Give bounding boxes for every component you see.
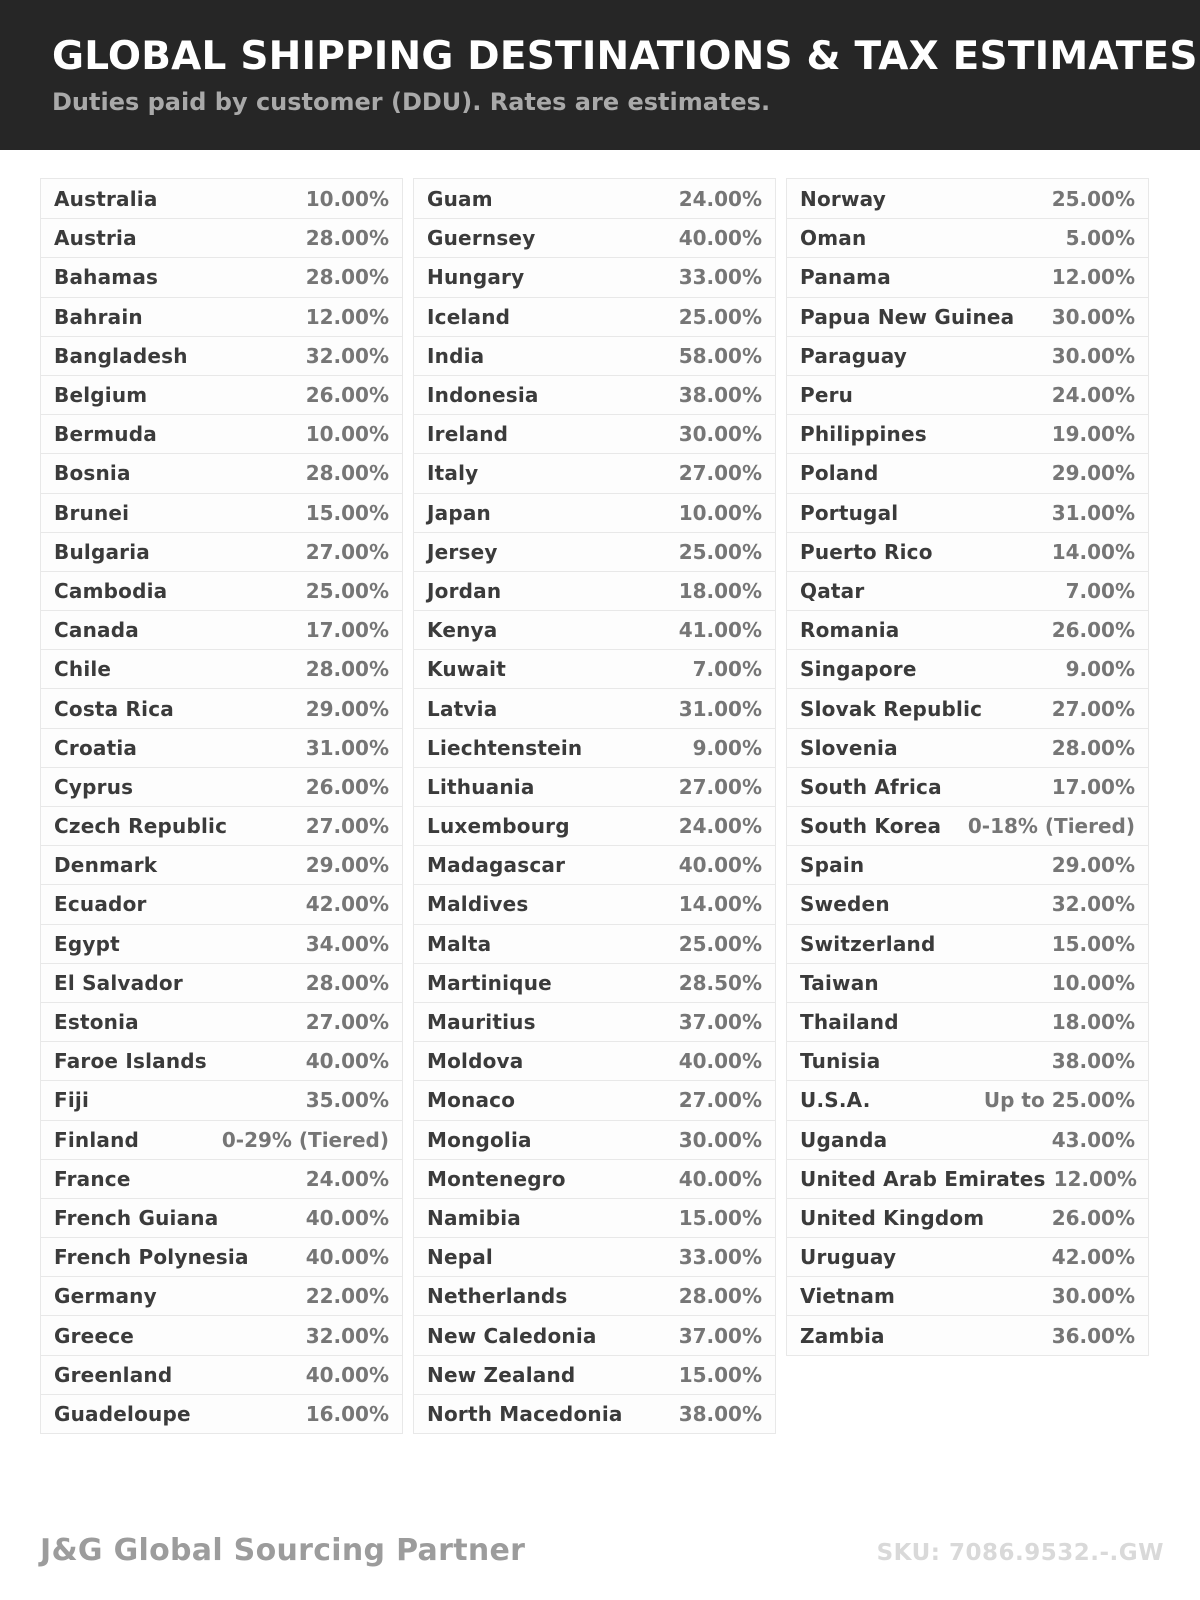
country-name: Slovenia [800,735,898,760]
table-row [787,297,1148,336]
table-row [414,257,775,296]
tax-rate-value: 42.00% [1051,1245,1135,1270]
country-name: Croatia [54,735,138,760]
rates-column-2 [413,178,776,1434]
country-name: Bangladesh [54,343,188,368]
tax-rate-value: 58.00% [678,343,762,368]
tax-rate-value: 40.00% [678,1049,762,1074]
tax-rate-value: 41.00% [678,618,762,643]
tax-rate-value: Up to 25.00% [983,1088,1135,1113]
tax-rate-value: 28.00% [305,970,389,995]
country-name: Uganda [800,1127,888,1152]
tax-rate-value: 42.00% [305,892,389,917]
table-row [414,179,775,218]
table-row [41,924,402,963]
table-row [41,649,402,688]
table-row [41,1355,402,1394]
tax-rate-value: 40.00% [305,1245,389,1270]
country-name: Canada [54,618,139,643]
country-name: Taiwan [800,970,879,995]
table-row [41,414,402,453]
table-row [787,806,1148,845]
tax-rate-value: 15.00% [305,500,389,525]
tax-rate-value: 25.00% [678,931,762,956]
tax-rate-value: 28.50% [678,970,762,995]
tax-rate-value: 40.00% [305,1362,389,1387]
country-name: Bermuda [54,422,157,447]
tax-rate-value: 12.00% [1051,265,1135,290]
country-name: Namibia [427,1205,521,1230]
country-name: Mongolia [427,1127,532,1152]
tax-rate-value: 32.00% [305,1323,389,1348]
table-row [787,728,1148,767]
tax-rate-value: 29.00% [305,696,389,721]
tax-rate-value: 10.00% [1051,970,1135,995]
country-name: Spain [800,853,865,878]
table-row [787,767,1148,806]
table-row [787,845,1148,884]
tax-rate-value: 12.00% [305,304,389,329]
country-name: Zambia [800,1323,885,1348]
country-name: Kenya [427,618,498,643]
country-name: U.S.A. [800,1088,871,1113]
table-row [787,1315,1148,1354]
tax-rate-value: 33.00% [678,1245,762,1270]
tax-rate-value: 14.00% [1051,539,1135,564]
country-name: Latvia [427,696,498,721]
table-row [414,845,775,884]
tax-rate-value: 5.00% [1065,226,1135,251]
table-row [41,257,402,296]
table-row [414,532,775,571]
tax-rate-value: 30.00% [1051,343,1135,368]
country-name: Papua New Guinea [800,304,1015,329]
country-name: Austria [54,226,137,251]
country-name: France [54,1166,131,1191]
country-name: Madagascar [427,853,566,878]
table-row [41,297,402,336]
country-name: Puerto Rico [800,539,933,564]
brand-name: J&G Global Sourcing Partner [40,1533,526,1568]
page-title: GLOBAL SHIPPING DESTINATIONS & TAX ESTIMATES [52,34,1198,79]
table-row [41,1002,402,1041]
country-name: Costa Rica [54,696,174,721]
tax-rate-value: 19.00% [1051,422,1135,447]
table-row [787,375,1148,414]
table-row [787,1276,1148,1315]
tax-rate-value: 14.00% [678,892,762,917]
table-row [414,1080,775,1119]
country-name: South Korea [800,814,942,839]
country-name: Chile [54,657,112,682]
country-name: Bosnia [54,461,131,486]
table-row [787,924,1148,963]
table-row [414,963,775,1002]
tax-rate-value: 9.00% [1065,657,1135,682]
table-row [414,767,775,806]
tax-rate-value: 29.00% [1051,461,1135,486]
rates-column-1 [40,178,403,1434]
country-name: Paraguay [800,343,908,368]
country-name: Bahamas [54,265,159,290]
tax-rate-value: 40.00% [305,1049,389,1074]
country-name: Faroe Islands [54,1049,207,1074]
table-row [787,1237,1148,1276]
country-name: Liechtenstein [427,735,583,760]
table-row [414,453,775,492]
table-row [41,571,402,610]
table-row [414,1394,775,1433]
tax-rate-value: 18.00% [1051,1010,1135,1035]
tax-rate-value: 9.00% [692,735,762,760]
country-name: Italy [427,461,479,486]
table-row [414,1355,775,1394]
table-row [414,493,775,532]
table-row [414,924,775,963]
country-name: Japan [427,500,491,525]
table-row [414,728,775,767]
country-name: Greenland [54,1362,173,1387]
tax-rate-value: 28.00% [1051,735,1135,760]
country-name: Cambodia [54,578,168,603]
tax-rate-value: 27.00% [305,814,389,839]
table-row [414,218,775,257]
tax-rate-value: 24.00% [305,1166,389,1191]
tax-rate-value: 25.00% [678,539,762,564]
country-name: Lithuania [427,774,535,799]
country-name: New Caledonia [427,1323,597,1348]
tax-rate-value: 29.00% [1051,853,1135,878]
tax-rate-value: 10.00% [678,500,762,525]
country-name: Hungary [427,265,525,290]
table-row [41,610,402,649]
table-row [787,1198,1148,1237]
table-row [41,767,402,806]
table-row [41,1041,402,1080]
country-name: Thailand [800,1010,899,1035]
table-row [787,179,1148,218]
table-row [414,336,775,375]
country-name: Cyprus [54,774,134,799]
table-row [41,963,402,1002]
table-row [414,1315,775,1354]
country-name: Philippines [800,422,927,447]
tax-rate-value: 26.00% [305,383,389,408]
country-name: Bahrain [54,304,143,329]
tax-rate-value: 27.00% [305,1010,389,1035]
tax-rate-value: 0-29% (Tiered) [221,1127,389,1152]
table-row [41,493,402,532]
country-name: Panama [800,265,891,290]
country-name: Guernsey [427,226,536,251]
country-name: Sweden [800,892,890,917]
table-row [414,610,775,649]
table-row [41,453,402,492]
table-row [787,493,1148,532]
table-row [787,649,1148,688]
table-row [787,571,1148,610]
table-row [41,532,402,571]
tax-rate-value: 37.00% [678,1323,762,1348]
table-row [414,297,775,336]
country-name: Vietnam [800,1284,896,1309]
tax-rate-value: 28.00% [305,226,389,251]
tax-rate-value: 30.00% [1051,1284,1135,1309]
tax-rate-value: 26.00% [1051,1205,1135,1230]
tax-rate-value: 34.00% [305,931,389,956]
tax-rate-value: 17.00% [1051,774,1135,799]
country-name: Ecuador [54,892,147,917]
tax-rate-value: 31.00% [678,696,762,721]
country-name: Tunisia [800,1049,881,1074]
tax-rate-value: 30.00% [678,422,762,447]
table-row [41,375,402,414]
tax-rate-value: 26.00% [1051,618,1135,643]
table-row [41,1394,402,1433]
table-row [787,453,1148,492]
table-row [414,884,775,923]
tax-rate-value: 24.00% [678,814,762,839]
table-row [787,963,1148,1002]
country-name: Moldova [427,1049,524,1074]
country-name: Poland [800,461,879,486]
country-name: North Macedonia [427,1401,623,1426]
table-row [41,1120,402,1159]
country-name: Singapore [800,657,917,682]
tax-rate-value: 7.00% [1065,578,1135,603]
tax-rate-value: 27.00% [678,774,762,799]
table-row [414,1159,775,1198]
table-row [41,1237,402,1276]
tax-rate-value: 0-18% (Tiered) [967,814,1135,839]
tax-rate-value: 28.00% [678,1284,762,1309]
tax-rate-value: 27.00% [678,461,762,486]
table-row [41,688,402,727]
table-row [787,532,1148,571]
tax-rate-value: 12.00% [1053,1166,1137,1191]
table-row [787,414,1148,453]
tax-rate-value: 24.00% [678,186,762,211]
country-name: Romania [800,618,900,643]
country-name: United Kingdom [800,1205,985,1230]
tax-rate-value: 27.00% [305,539,389,564]
country-name: Egypt [54,931,120,956]
tax-rate-value: 36.00% [1051,1323,1135,1348]
tax-rate-value: 40.00% [305,1205,389,1230]
rates-table [40,178,1149,1434]
country-name: Mauritius [427,1010,536,1035]
page-subtitle: Duties paid by customer (DDU). Rates are estimates. [52,87,771,116]
table-row [414,414,775,453]
country-name: Norway [800,186,886,211]
table-row [787,257,1148,296]
country-name: Kuwait [427,657,506,682]
sku-label: SKU: 7086.9532.-.GW [876,1540,1164,1566]
table-row [414,1198,775,1237]
tax-rate-value: 40.00% [678,853,762,878]
table-row [41,179,402,218]
country-name: Ireland [427,422,509,447]
country-name: Finland [54,1127,140,1152]
table-row [414,1002,775,1041]
country-name: El Salvador [54,970,183,995]
tax-rate-value: 30.00% [678,1127,762,1152]
tax-rate-value: 22.00% [305,1284,389,1309]
table-row [414,1276,775,1315]
country-name: Malta [427,931,492,956]
country-name: French Polynesia [54,1245,249,1270]
tax-rate-value: 40.00% [678,226,762,251]
country-name: United Arab Emirates [800,1166,1046,1191]
tax-rate-value: 27.00% [678,1088,762,1113]
table-row [414,806,775,845]
table-row [787,1120,1148,1159]
footer [40,1533,1164,1568]
country-name: Fiji [54,1088,90,1113]
tax-rate-value: 28.00% [305,461,389,486]
country-name: Nepal [427,1245,493,1270]
country-name: Oman [800,226,867,251]
table-row [414,1041,775,1080]
tax-rate-value: 30.00% [1051,304,1135,329]
country-name: Slovak Republic [800,696,983,721]
country-name: Iceland [427,304,511,329]
tax-rate-value: 15.00% [678,1205,762,1230]
tax-rate-value: 25.00% [1051,186,1135,211]
country-name: South Africa [800,774,942,799]
table-row [414,1120,775,1159]
country-name: New Zealand [427,1362,576,1387]
table-row [41,336,402,375]
tax-rate-value: 43.00% [1051,1127,1135,1152]
table-row [41,806,402,845]
tax-rate-value: 25.00% [305,578,389,603]
tax-rate-value: 24.00% [1051,383,1135,408]
table-row [41,1276,402,1315]
country-name: Monaco [427,1088,516,1113]
tax-rate-value: 29.00% [305,853,389,878]
country-name: Netherlands [427,1284,568,1309]
tax-rate-value: 38.00% [1051,1049,1135,1074]
tax-rate-value: 28.00% [305,657,389,682]
table-row [787,1159,1148,1198]
country-name: Estonia [54,1010,139,1035]
country-name: French Guiana [54,1205,219,1230]
country-name: Denmark [54,853,158,878]
tax-rate-value: 31.00% [1051,500,1135,525]
table-row [414,1237,775,1276]
country-name: Germany [54,1284,157,1309]
tax-rate-value: 40.00% [678,1166,762,1191]
tax-rate-value: 37.00% [678,1010,762,1035]
country-name: Guadeloupe [54,1401,191,1426]
table-row [41,1315,402,1354]
table-row [787,1002,1148,1041]
tax-rate-value: 17.00% [305,618,389,643]
country-name: Portugal [800,500,899,525]
country-name: Maldives [427,892,529,917]
tax-rate-value: 10.00% [305,422,389,447]
table-row [41,845,402,884]
country-name: Qatar [800,578,865,603]
table-row [787,610,1148,649]
country-name: Luxembourg [427,814,570,839]
tax-rate-value: 38.00% [678,383,762,408]
table-row [787,688,1148,727]
tax-rate-value: 31.00% [305,735,389,760]
tax-rate-value: 32.00% [1051,892,1135,917]
tax-rate-value: 33.00% [678,265,762,290]
tax-rate-value: 18.00% [678,578,762,603]
country-name: Guam [427,186,493,211]
header-banner [0,0,1200,150]
tax-rate-value: 35.00% [305,1088,389,1113]
country-name: Jersey [427,539,498,564]
table-row [414,571,775,610]
table-row [787,218,1148,257]
country-name: Montenegro [427,1166,566,1191]
country-name: Belgium [54,383,148,408]
table-row [41,728,402,767]
table-row [787,1041,1148,1080]
country-name: India [427,343,485,368]
tax-rate-value: 15.00% [678,1362,762,1387]
country-name: Peru [800,383,854,408]
country-name: Greece [54,1323,135,1348]
tax-rate-value: 28.00% [305,265,389,290]
table-row [41,218,402,257]
tax-rate-value: 38.00% [678,1401,762,1426]
table-row [787,336,1148,375]
tax-rate-value: 7.00% [692,657,762,682]
table-row [41,1198,402,1237]
table-row [41,884,402,923]
tax-rate-value: 32.00% [305,343,389,368]
table-row [787,1080,1148,1119]
country-name: Australia [54,186,158,211]
tax-rate-value: 16.00% [305,1401,389,1426]
country-name: Uruguay [800,1245,897,1270]
rates-column-3 [786,178,1149,1356]
country-name: Jordan [427,578,502,603]
country-name: Switzerland [800,931,936,956]
table-row [41,1159,402,1198]
tax-rate-value: 25.00% [678,304,762,329]
table-row [414,688,775,727]
tax-rate-value: 26.00% [305,774,389,799]
table-row [41,1080,402,1119]
country-name: Czech Republic [54,814,228,839]
table-row [787,884,1148,923]
tax-rate-value: 15.00% [1051,931,1135,956]
country-name: Martinique [427,970,552,995]
country-name: Brunei [54,500,130,525]
country-name: Indonesia [427,383,539,408]
country-name: Bulgaria [54,539,150,564]
table-row [414,649,775,688]
table-row [414,375,775,414]
tax-rate-value: 27.00% [1051,696,1135,721]
tax-rate-value: 10.00% [305,186,389,211]
